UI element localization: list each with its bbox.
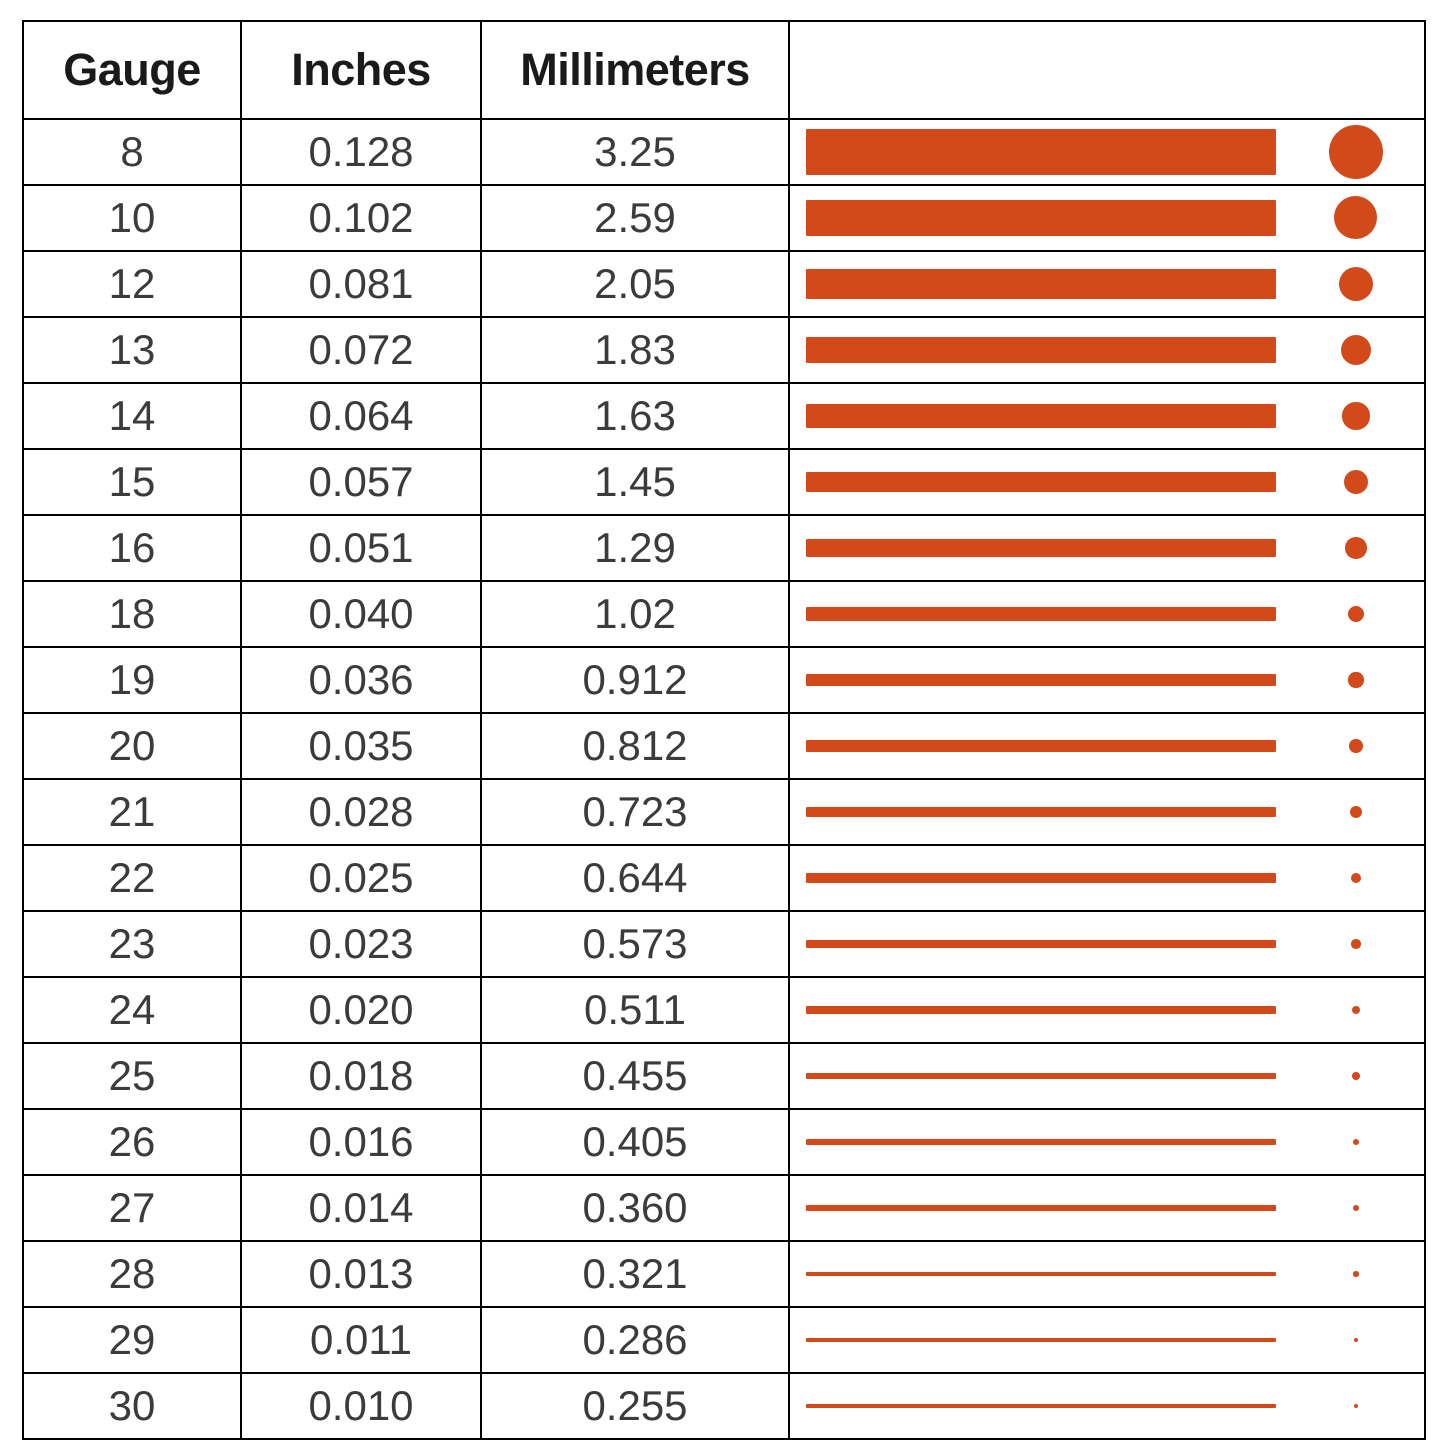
table-row [23,779,1425,845]
thickness-bar [806,200,1276,237]
table-row [23,515,1425,581]
thickness-bar [806,539,1276,557]
cell-inches: 0.102 [241,185,481,251]
cell-inches: 0.025 [241,845,481,911]
thickness-dot [1351,873,1362,884]
thickness-bar [806,472,1276,493]
cell-inches: 0.036 [241,647,481,713]
cell-visual [789,449,1425,515]
cell-millimeters: 1.83 [481,317,789,383]
cell-visual [789,713,1425,779]
cell-gauge: 8 [23,119,241,185]
cell-visual [789,251,1425,317]
thickness-bar [806,269,1276,298]
cell-gauge: 16 [23,515,241,581]
thickness-bar [806,1338,1276,1342]
cell-inches: 0.020 [241,977,481,1043]
thickness-dot [1345,537,1366,558]
cell-inches: 0.072 [241,317,481,383]
cell-visual [789,845,1425,911]
thickness-dot [1341,335,1371,365]
thickness-dot [1348,606,1365,623]
table-row [23,1043,1425,1109]
thickness-bar [806,129,1276,175]
cell-visual [789,1043,1425,1109]
table-row [23,185,1425,251]
cell-visual [789,647,1425,713]
thickness-dot [1352,1072,1360,1080]
cell-visual [789,515,1425,581]
thickness-bar [806,607,1276,621]
thickness-bar [806,807,1276,817]
thickness-bar [806,1139,1276,1145]
thickness-dot [1348,672,1363,687]
cell-inches: 0.013 [241,1241,481,1307]
cell-millimeters: 0.644 [481,845,789,911]
table-row [23,1307,1425,1373]
cell-inches: 0.011 [241,1307,481,1373]
cell-inches: 0.010 [241,1373,481,1439]
cell-gauge: 23 [23,911,241,977]
thickness-dot [1354,1404,1358,1408]
cell-inches: 0.064 [241,383,481,449]
cell-millimeters: 0.912 [481,647,789,713]
cell-millimeters: 0.321 [481,1241,789,1307]
thickness-bar [806,940,1276,948]
thickness-bar [806,1404,1276,1408]
table-row [23,449,1425,515]
cell-gauge: 13 [23,317,241,383]
cell-gauge: 21 [23,779,241,845]
cell-millimeters: 0.723 [481,779,789,845]
cell-inches: 0.040 [241,581,481,647]
cell-visual [789,1241,1425,1307]
table-row [23,1241,1425,1307]
cell-millimeters: 3.25 [481,119,789,185]
cell-gauge: 30 [23,1373,241,1439]
thickness-dot [1353,1205,1359,1211]
cell-millimeters: 0.360 [481,1175,789,1241]
thickness-dot [1350,806,1362,818]
thickness-bar [806,674,1276,687]
cell-visual [789,383,1425,449]
thickness-dot [1352,1006,1360,1014]
table-row [23,977,1425,1043]
thickness-dot [1349,739,1362,752]
cell-gauge: 28 [23,1241,241,1307]
cell-visual [789,317,1425,383]
cell-inches: 0.051 [241,515,481,581]
cell-inches: 0.018 [241,1043,481,1109]
cell-millimeters: 0.455 [481,1043,789,1109]
cell-millimeters: 0.511 [481,977,789,1043]
thickness-bar [806,1205,1276,1210]
thickness-bar [806,873,1276,882]
cell-gauge: 10 [23,185,241,251]
table-row [23,119,1425,185]
cell-visual [789,1175,1425,1241]
cell-gauge: 25 [23,1043,241,1109]
thickness-bar [806,740,1276,751]
cell-inches: 0.035 [241,713,481,779]
cell-inches: 0.014 [241,1175,481,1241]
cell-millimeters: 0.405 [481,1109,789,1175]
cell-visual [789,1373,1425,1439]
table-row [23,713,1425,779]
column-header-millimeters: Millimeters [481,21,789,119]
table-header [23,21,1425,119]
cell-millimeters: 0.286 [481,1307,789,1373]
cell-gauge: 24 [23,977,241,1043]
thickness-dot [1351,939,1361,949]
thickness-dot [1334,196,1377,239]
table-row [23,647,1425,713]
cell-inches: 0.081 [241,251,481,317]
thickness-bar [806,1006,1276,1013]
thickness-dot [1354,1338,1359,1343]
cell-gauge: 12 [23,251,241,317]
cell-visual [789,779,1425,845]
table-row [23,581,1425,647]
cell-millimeters: 2.59 [481,185,789,251]
cell-gauge: 22 [23,845,241,911]
cell-visual [789,977,1425,1043]
cell-gauge: 19 [23,647,241,713]
table-row [23,317,1425,383]
cell-gauge: 15 [23,449,241,515]
thickness-bar [806,1073,1276,1079]
cell-gauge: 27 [23,1175,241,1241]
table-row [23,251,1425,317]
table-body [23,119,1425,1439]
thickness-dot [1344,470,1368,494]
cell-millimeters: 2.05 [481,251,789,317]
cell-visual [789,1109,1425,1175]
thickness-dot [1339,267,1373,301]
thickness-bar [806,1272,1276,1277]
cell-visual [789,581,1425,647]
cell-millimeters: 0.812 [481,713,789,779]
cell-gauge: 14 [23,383,241,449]
cell-millimeters: 1.29 [481,515,789,581]
cell-visual [789,911,1425,977]
wire-gauge-table [22,20,1426,1440]
cell-visual [789,119,1425,185]
table-row [23,1109,1425,1175]
column-header-inches: Inches [241,21,481,119]
table-row [23,911,1425,977]
cell-gauge: 18 [23,581,241,647]
cell-gauge: 26 [23,1109,241,1175]
cell-inches: 0.057 [241,449,481,515]
cell-millimeters: 1.45 [481,449,789,515]
thickness-dot [1342,402,1369,429]
cell-inches: 0.128 [241,119,481,185]
thickness-dot [1353,1271,1358,1276]
cell-visual [789,1307,1425,1373]
table-row [23,845,1425,911]
column-header-gauge: Gauge [23,21,241,119]
thickness-bar [806,337,1276,363]
cell-gauge: 20 [23,713,241,779]
table-row [23,1175,1425,1241]
cell-gauge: 29 [23,1307,241,1373]
thickness-dot [1329,125,1383,179]
thickness-bar [806,404,1276,427]
column-header-visual [789,21,1425,119]
cell-millimeters: 0.255 [481,1373,789,1439]
cell-millimeters: 0.573 [481,911,789,977]
cell-inches: 0.023 [241,911,481,977]
cell-millimeters: 1.02 [481,581,789,647]
cell-inches: 0.028 [241,779,481,845]
table-row [23,1373,1425,1439]
table-header-row [23,21,1425,119]
thickness-dot [1353,1139,1360,1146]
cell-inches: 0.016 [241,1109,481,1175]
table-row [23,383,1425,449]
cell-visual [789,185,1425,251]
cell-millimeters: 1.63 [481,383,789,449]
